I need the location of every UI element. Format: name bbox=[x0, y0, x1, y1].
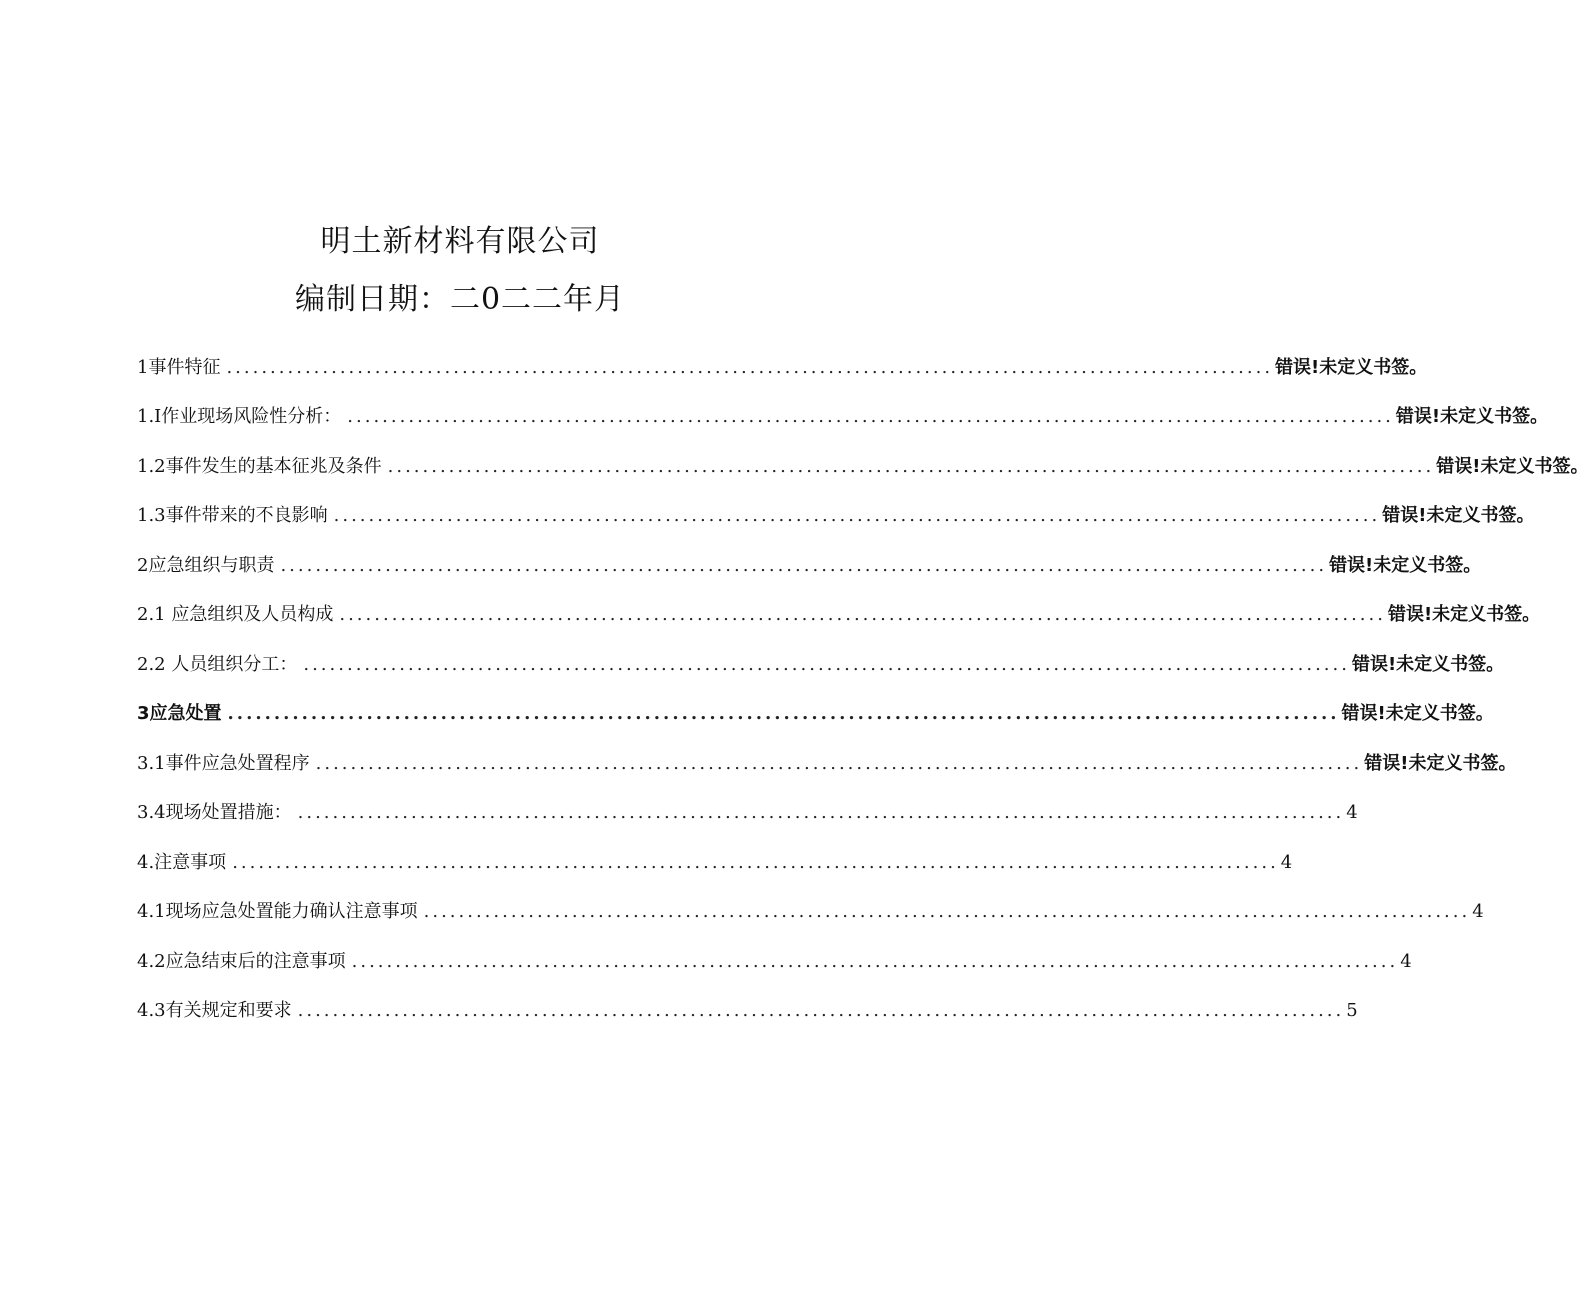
toc-leader: ........................................................................................................................ bbox=[280, 554, 1328, 576]
toc-entry-label: 4.注意事项 bbox=[137, 851, 227, 873]
toc-entry-page: 错误!未定义书签。 bbox=[1387, 604, 1541, 625]
toc-entry-label: 2.2 人员组织分工： bbox=[137, 653, 298, 675]
toc-entry-label: 1.I作业现场风险性分析： bbox=[137, 406, 342, 427]
toc-entry-page: 错误!未定义书签。 bbox=[1395, 406, 1549, 427]
toc-entry[interactable] bbox=[137, 680, 1494, 730]
toc-entry[interactable] bbox=[137, 630, 1505, 680]
toc-entry-page: 错误!未定义书签。 bbox=[1436, 455, 1588, 477]
company-title: 明土新材料有限公司 bbox=[320, 224, 600, 259]
toc-leader: ........................................................................................................................ bbox=[387, 455, 1435, 477]
toc-entry-label: 3应急处置 bbox=[137, 703, 222, 724]
toc-leader: ........................................................................................................................ bbox=[315, 752, 1363, 774]
toc-entry-label: 1.3事件带来的不良影响 bbox=[137, 505, 328, 526]
toc-entry[interactable] bbox=[137, 482, 1535, 532]
toc-leader: ........................................................................................................................ bbox=[351, 950, 1399, 972]
toc-entry[interactable] bbox=[137, 828, 1293, 878]
toc-entry[interactable] bbox=[137, 531, 1482, 581]
toc-entry[interactable] bbox=[137, 333, 1428, 383]
toc-entry-label: 4.1现场应急处置能力确认注意事项 bbox=[137, 901, 418, 922]
toc-entry[interactable] bbox=[137, 729, 1517, 779]
toc-entry[interactable] bbox=[137, 581, 1541, 631]
toc-leader: ........................................................................................................................ bbox=[232, 851, 1279, 873]
toc-entry-label: 3.4现场处置措施： bbox=[137, 802, 292, 823]
toc-leader: ........................................................................................................................ bbox=[297, 1000, 1345, 1021]
toc-entry-page: 错误!未定义书签。 bbox=[1382, 505, 1535, 526]
toc-leader: ........................................................................................................................ bbox=[297, 802, 1345, 823]
toc-entry-page: 4 bbox=[1472, 901, 1484, 922]
toc-leader: ........................................................................................................................ bbox=[423, 901, 1471, 922]
table-of-contents bbox=[137, 333, 1588, 1026]
toc-entry[interactable] bbox=[137, 977, 1358, 1027]
toc-entry-label: 1.2事件发生的基本征兆及条件 bbox=[137, 455, 382, 477]
toc-entry-page: 错误!未定义书签。 bbox=[1351, 653, 1505, 675]
toc-entry[interactable] bbox=[137, 383, 1549, 433]
toc-entry-page: 4 bbox=[1400, 950, 1412, 972]
compile-date: 编制日期：二0二二年月 bbox=[294, 282, 626, 317]
toc-leader: ........................................................................................................................ bbox=[339, 604, 1386, 625]
toc-entry-page: 错误!未定义书签。 bbox=[1275, 356, 1428, 378]
toc-entry-page: 错误!未定义书签。 bbox=[1341, 703, 1494, 724]
toc-leader: ........................................................................................................................ bbox=[333, 505, 1381, 526]
toc-entry[interactable] bbox=[137, 779, 1358, 829]
toc-entry-label: 2.1 应急组织及人员构成 bbox=[137, 604, 334, 625]
toc-leader: ........................................................................................................................ bbox=[347, 406, 1394, 427]
toc-entry-label: 4.3有关规定和要求 bbox=[137, 1000, 292, 1021]
toc-entry-label: 3.1事件应急处置程序 bbox=[137, 752, 310, 774]
toc-entry-page: 5 bbox=[1346, 1000, 1358, 1021]
toc-entry-page: 错误!未定义书签。 bbox=[1364, 752, 1517, 774]
toc-leader: ........................................................................................................................ bbox=[226, 356, 1274, 378]
toc-entry-label: 4.2应急结束后的注意事项 bbox=[137, 950, 346, 972]
toc-entry-page: 4 bbox=[1280, 851, 1293, 873]
toc-entry-page: 4 bbox=[1346, 802, 1358, 823]
toc-entry-page: 错误!未定义书签。 bbox=[1329, 554, 1482, 576]
toc-entry-label: 2应急组织与职责 bbox=[137, 554, 275, 576]
toc-leader: ........................................................................................................................ bbox=[227, 703, 1340, 724]
toc-entry[interactable] bbox=[137, 432, 1588, 482]
toc-entry[interactable] bbox=[137, 927, 1412, 977]
toc-leader: ........................................................................................................................ bbox=[303, 653, 1350, 675]
toc-entry-label: 1事件特征 bbox=[137, 356, 221, 378]
toc-entry[interactable] bbox=[137, 878, 1484, 928]
